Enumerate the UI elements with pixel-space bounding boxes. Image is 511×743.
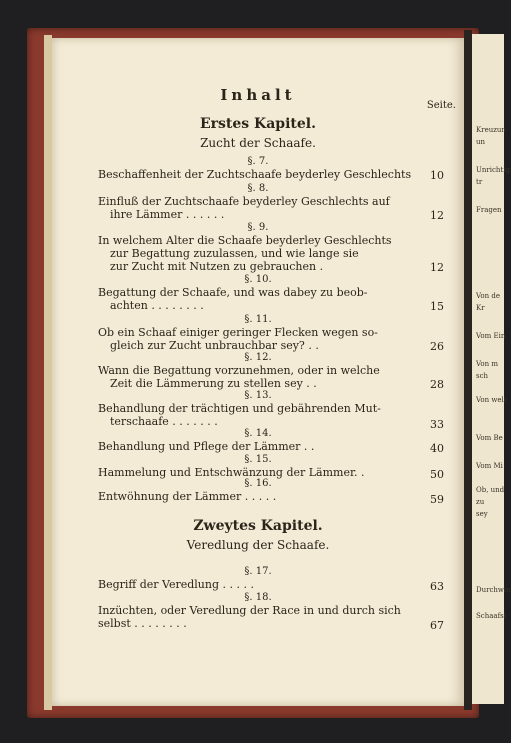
section-number: §. 16. [244,478,272,489]
facing-page-fragment: Von welc [476,396,508,404]
entry-page-number: 33 [430,418,444,431]
facing-page-fragment: tr [476,178,483,186]
section-number: §. 10. [244,274,272,285]
entry-title: Wann die Begattung vorzunehmen, oder in welche [98,364,380,377]
facing-page-fragment: Vom Mi [476,462,503,470]
chapter-subheading: Veredlung der Schaafe. [186,538,330,552]
entry-page-number: 12 [430,209,444,222]
entry-title-continued: selbst . . . . . . . . [98,617,187,630]
entry-title: Begriff der Veredlung . . . . . [98,578,254,591]
contents-page [52,38,464,706]
entry-title: Behandlung und Pflege der Lämmer . . [98,440,315,453]
facing-page-fragment: sch [476,372,489,380]
section-number: §. 9. [247,222,269,233]
facing-page-fragment: Schaafst [476,612,507,620]
book-gutter [464,30,472,710]
page-title: Inhalt [220,86,296,104]
entry-title: Einfluß der Zuchtschaafe beyderley Geschlechts auf [98,195,390,208]
section-number: §. 12. [244,352,272,363]
entry-title: Entwöhnung der Lämmer . . . . . [98,490,277,503]
section-number: §. 8. [247,183,269,194]
facing-page [472,34,511,704]
entry-page-number: 26 [430,340,444,353]
entry-page-number: 28 [430,378,444,391]
facing-page-fragment: Vom Ein [476,332,506,340]
entry-title: Beschaffenheit der Zuchtschaafe beyderley Geschlechts [98,168,412,181]
entry-title-continued: ihre Lämmer . . . . . . [110,208,225,221]
section-number: §. 14. [244,428,272,439]
entry-title: Behandlung der trächtigen und gebährenden Mut- [98,402,381,415]
entry-page-number: 67 [430,619,444,632]
chapter-heading: Erstes Kapitel. [200,116,316,132]
facing-page-fragment: Von de [476,292,500,300]
section-number: §. 7. [247,156,269,167]
entry-title: Hammelung und Entschwänzung der Lämmer. . [98,466,365,479]
facing-page-fragment: zu [476,498,485,506]
facing-page-fragment: Unrichtig [476,166,510,174]
entry-page-number: 50 [430,468,444,481]
entry-title: Inzüchten, oder Veredlung der Race in und durch sich [98,604,401,617]
facing-page-fragment: Von m [476,360,498,368]
entry-page-number: 10 [430,169,444,182]
entry-page-number: 59 [430,493,444,506]
facing-page-fragment: Ob, und [476,486,505,494]
entry-title-continued: zur Zucht mit Nutzen zu gebrauchen . [110,260,324,273]
facing-page-fragment: un [476,138,486,146]
facing-page-fragment: sey [476,510,488,518]
entry-title: Begattung der Schaafe, und was dabey zu beob- [98,286,368,299]
chapter-subheading: Zucht der Schaafe. [200,136,316,150]
seite-label: Seite. [426,100,456,111]
section-number: §. 18. [244,592,272,603]
section-number: §. 15. [244,454,272,465]
facing-page-fragment: Durchwin [476,586,511,594]
entry-page-number: 63 [430,580,444,593]
cover-edge [44,35,52,710]
entry-title-continued: gleich zur Zucht unbrauchbar sey? . . [110,339,319,352]
entry-title: In welchem Alter die Schaafe beyderley Geschlechts [98,234,392,247]
section-number: §. 13. [244,390,272,401]
entry-page-number: 40 [430,442,444,455]
entry-title-continued: Zeit die Lämmerung zu stellen sey . . [110,377,317,390]
entry-title: Ob ein Schaaf einiger geringer Flecken wegen so- [98,326,378,339]
entry-title-continued: achten . . . . . . . . [110,299,204,312]
facing-page-fragment: Kreuzun [476,126,506,134]
chapter-heading: Zweytes Kapitel. [193,518,323,534]
section-number: §. 11. [244,314,272,325]
entry-title-continued: terschaafe . . . . . . . [110,415,218,428]
facing-page-fragment: Kr [476,304,485,312]
section-number: §. 17. [244,566,272,577]
entry-page-number: 12 [430,261,444,274]
facing-page-fragment: Fragen [476,206,502,214]
entry-page-number: 15 [430,300,444,313]
entry-title-continued: zur Begattung zuzulassen, und wie lange sie [110,247,359,260]
facing-page-fragment: Vom Be [476,434,503,442]
